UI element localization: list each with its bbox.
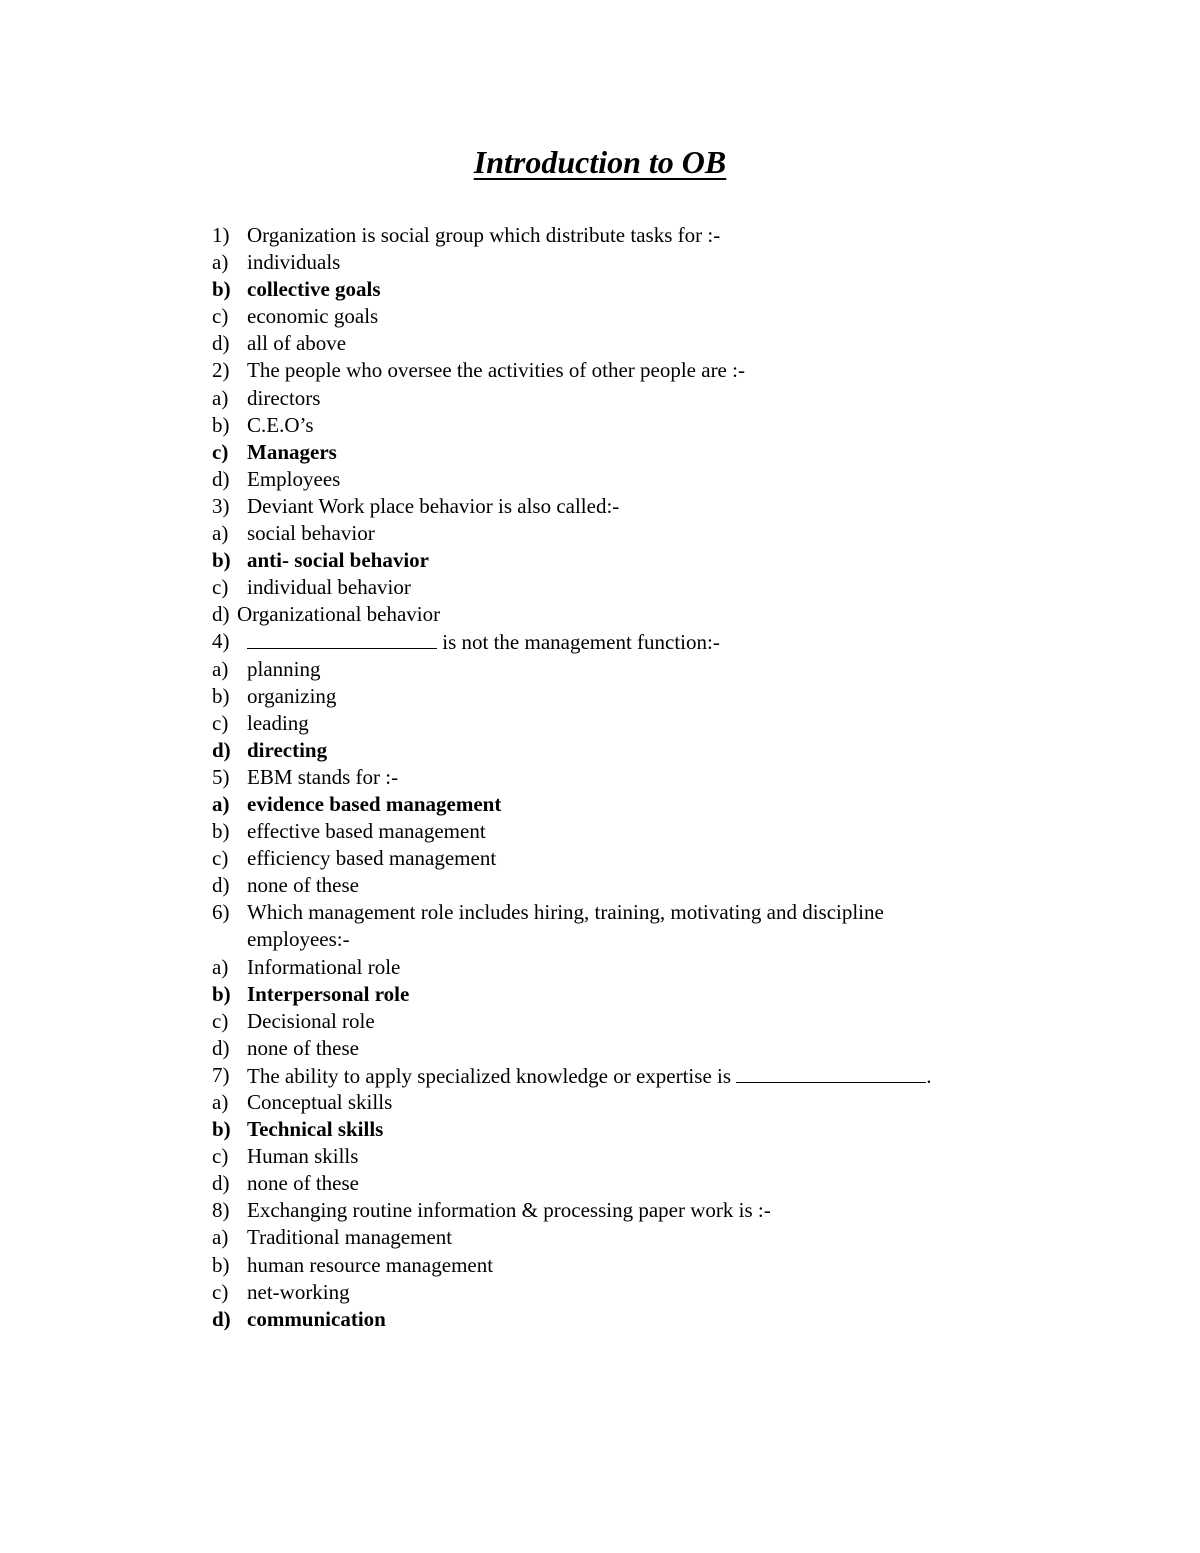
- fill-in-blank: [736, 1062, 926, 1083]
- option-4b: [0, 683, 1200, 710]
- option-text: Employees: [247, 466, 341, 491]
- option-letter: d): [212, 466, 230, 491]
- option-letter: a): [212, 250, 229, 275]
- option-text: all of above: [247, 331, 347, 356]
- question-2: [0, 357, 1200, 384]
- option-letter: a): [212, 385, 229, 410]
- option-5b: [0, 818, 1200, 845]
- option-8a: [0, 1224, 1200, 1251]
- option-text: none of these: [247, 873, 359, 898]
- question-number: 8): [212, 1198, 230, 1223]
- option-letter: b): [212, 819, 230, 844]
- option-letter: a): [212, 791, 230, 816]
- option-letter: a): [212, 521, 229, 546]
- option-text: social behavior: [247, 521, 375, 546]
- option-letter: c): [212, 710, 229, 735]
- question-number: 5): [212, 764, 230, 789]
- question-text: EBM stands for :-: [247, 764, 399, 789]
- option-text: effective based management: [247, 819, 486, 844]
- option-letter: d): [212, 602, 230, 627]
- option-letter: c): [212, 1008, 229, 1033]
- option-text: collective goals: [247, 277, 381, 302]
- option-text: none of these: [247, 1171, 359, 1196]
- question-7: [0, 1062, 1200, 1089]
- option-2c-correct: [0, 439, 1200, 466]
- option-1a: [0, 249, 1200, 276]
- option-7d: [0, 1170, 1200, 1197]
- option-letter: d): [212, 1306, 231, 1331]
- option-text: Technical skills: [247, 1117, 384, 1142]
- option-text: anti- social behavior: [247, 548, 429, 573]
- question-number: 4): [212, 629, 230, 654]
- option-4d-correct: [0, 737, 1200, 764]
- question-text: Exchanging routine information & processing paper work is :-: [247, 1198, 771, 1223]
- option-text: Human skills: [247, 1144, 359, 1169]
- question-5: [0, 764, 1200, 791]
- question-number: 2): [212, 358, 230, 383]
- option-letter: d): [212, 1035, 230, 1060]
- option-letter: b): [212, 981, 231, 1006]
- option-1c: [0, 303, 1200, 330]
- option-text: evidence based management: [247, 791, 502, 816]
- quiz-list: [0, 222, 1200, 1333]
- option-7a: [0, 1089, 1200, 1116]
- option-text: C.E.O’s: [247, 412, 314, 437]
- option-2b: [0, 412, 1200, 439]
- option-letter: c): [212, 1279, 229, 1304]
- option-text: Traditional management: [247, 1225, 453, 1250]
- option-3b-correct: [0, 547, 1200, 574]
- option-text: directors: [247, 385, 321, 410]
- option-text: none of these: [247, 1035, 359, 1060]
- question-text: Which management role includes hiring, training, motivating and discipline employees:-: [247, 900, 884, 952]
- option-text: economic goals: [247, 304, 379, 329]
- question-number: 3): [212, 493, 230, 518]
- option-text: human resource management: [247, 1252, 494, 1277]
- option-text: individuals: [247, 250, 341, 275]
- option-4a: [0, 656, 1200, 683]
- option-6c: [0, 1008, 1200, 1035]
- question-6: [0, 899, 1200, 953]
- question-text-after-blank: is not the management function:-: [437, 630, 720, 655]
- option-1d: [0, 330, 1200, 357]
- option-letter: c): [212, 846, 229, 871]
- option-6d: [0, 1035, 1200, 1062]
- option-1b-correct: [0, 276, 1200, 303]
- option-text: Informational role: [247, 954, 401, 979]
- option-letter: b): [212, 1117, 231, 1142]
- option-text: Conceptual skills: [247, 1090, 393, 1114]
- option-letter: c): [212, 575, 229, 600]
- question-text: The people who oversee the activities of other people are :-: [247, 358, 745, 383]
- option-letter: d): [212, 737, 231, 762]
- option-7c: [0, 1143, 1200, 1170]
- option-3c: [0, 574, 1200, 601]
- option-letter: c): [212, 1144, 229, 1169]
- fill-in-blank: [247, 628, 437, 649]
- option-text: directing: [247, 737, 328, 762]
- option-letter: a): [212, 954, 229, 979]
- option-5c: [0, 845, 1200, 872]
- option-4c: [0, 710, 1200, 737]
- option-2a: [0, 385, 1200, 412]
- option-2d: [0, 466, 1200, 493]
- option-5d: [0, 872, 1200, 899]
- option-text: Organizational behavior: [237, 602, 441, 627]
- option-text: individual behavior: [247, 575, 411, 600]
- option-letter: a): [212, 656, 229, 681]
- question-8: [0, 1197, 1200, 1224]
- option-letter: b): [212, 277, 231, 302]
- option-text: net-working: [247, 1279, 350, 1304]
- option-text: communication: [247, 1306, 386, 1331]
- option-8b: [0, 1252, 1200, 1279]
- question-number: 7): [212, 1062, 230, 1087]
- option-letter: a): [212, 1090, 229, 1114]
- question-text: Organization is social group which distribute tasks for :-: [247, 223, 721, 247]
- option-letter: b): [212, 683, 230, 708]
- option-letter: c): [212, 304, 229, 329]
- question-3: [0, 493, 1200, 520]
- question-number: 6): [212, 900, 230, 925]
- question-number: 1): [212, 223, 230, 247]
- option-text: Interpersonal role: [247, 981, 410, 1006]
- option-letter: a): [212, 1225, 229, 1250]
- question-text-after-blank: .: [926, 1063, 932, 1088]
- question-text-before-blank: The ability to apply specialized knowledge or expertise is: [247, 1063, 737, 1088]
- option-letter: b): [212, 1252, 230, 1277]
- option-3a: [0, 520, 1200, 547]
- option-letter: d): [212, 873, 230, 898]
- option-letter: b): [212, 412, 230, 437]
- option-letter: d): [212, 331, 230, 356]
- option-7b-correct: [0, 1116, 1200, 1143]
- question-text: [247, 1062, 987, 1090]
- option-text: Decisional role: [247, 1008, 375, 1033]
- option-8c: [0, 1279, 1200, 1306]
- question-1: [0, 222, 1200, 249]
- option-text: leading: [247, 710, 309, 735]
- option-8d-correct: [0, 1306, 1200, 1333]
- option-text: organizing: [247, 683, 337, 708]
- question-4: [0, 628, 1200, 655]
- page-title: Introduction to OB: [473, 144, 727, 180]
- option-letter: d): [212, 1171, 230, 1196]
- option-letter: c): [212, 439, 229, 464]
- question-text: [247, 628, 987, 656]
- option-3d: [0, 601, 1200, 628]
- option-text: planning: [247, 656, 321, 681]
- question-text: Deviant Work place behavior is also called:-: [247, 493, 620, 518]
- option-letter: b): [212, 548, 231, 573]
- option-6a: [0, 954, 1200, 981]
- option-text: efficiency based management: [247, 846, 497, 871]
- option-5a-correct: [0, 791, 1200, 818]
- option-text: Managers: [247, 439, 337, 464]
- option-6b-correct: [0, 981, 1200, 1008]
